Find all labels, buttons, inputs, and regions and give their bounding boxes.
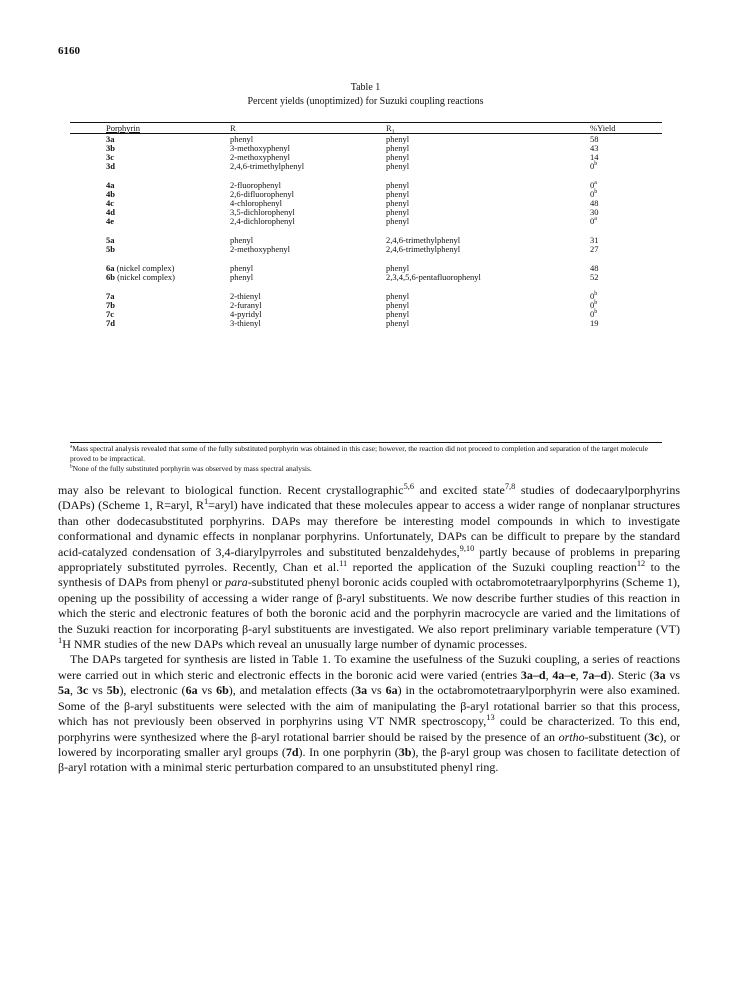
cell-porphyrin: 3d (106, 161, 115, 171)
cell-porphyrin: 4c (106, 198, 115, 208)
cell-yield: 0$^b$ (590, 309, 598, 319)
cell-r1: phenyl (386, 143, 410, 153)
cell-porphyrin: 4a (106, 180, 115, 190)
table-row (0, 273, 731, 282)
cell-r1: phenyl (386, 263, 410, 273)
cell-r1: phenyl (386, 161, 410, 171)
table-footnotes (70, 444, 670, 474)
cell-porphyrin: 6b (nickel complex) (106, 272, 175, 282)
cell-yield: 0$^b$ (590, 291, 598, 301)
cell-yield: 52 (590, 272, 599, 282)
table-header-rule (70, 133, 662, 134)
table-caption: Percent yields (unoptimized) for Suzuki coupling reactions (247, 96, 484, 107)
cell-yield: 48 (590, 263, 599, 273)
cell-r: 2,6-difluorophenyl (230, 189, 294, 199)
cell-yield: 30 (590, 207, 599, 217)
table-row (0, 319, 731, 328)
body-paragraph-2: The DAPs targeted for synthesis are listed in Table 1. To examine the usefulness of the Suzuki coupling, a series of reactions were carried out in which steric and electronic effects in the boronic acid were varied (entries 3a–d, 4a–e, 7a–d). Steric (3a vs 5a, 3c vs 5b), electronic (6a vs 6b), and metalation effects (3a vs 6a) in the octabromotetraarylporphyrin were also examined. Some of the β-aryl substituents were selected with the aim of manipulating the β-aryl rotational barrier so that this process, which has not previously been observed in porphyrins using VT NMR spectroscopy,$^{13}$ could be characterized. To this end, porphyrins were synthesized where the β-aryl rotational barrier should be raised by the presence of an ortho-substituent (3c), or lowered by incorporating smaller aryl groups (7d). In one porphyrin (3b), the β-aryl group was chosen to facilitate detection of β-aryl rotation with a minimal steric perturbation compared to an unsubstituted phenyl ring. (58, 652, 681, 775)
cell-r: phenyl (230, 272, 254, 282)
cell-r1: phenyl (386, 152, 410, 162)
cell-porphyrin: 7b (106, 300, 115, 310)
cell-yield: 0$^b$ (590, 161, 598, 171)
cell-yield: 19 (590, 318, 599, 328)
cell-r1: phenyl (386, 198, 410, 208)
cell-r: phenyl (230, 134, 254, 144)
table-body (0, 135, 731, 328)
table-bottom-rule (70, 442, 662, 443)
cell-r: 3-thienyl (230, 318, 261, 328)
cell-porphyrin: 3a (106, 134, 115, 144)
cell-yield: 31 (590, 235, 599, 245)
cell-r: phenyl (230, 235, 254, 245)
cell-r: 2-methoxyphenyl (230, 152, 290, 162)
table-row (0, 217, 731, 226)
table-row (0, 162, 731, 171)
cell-r: 2,4,6-trimethylphenyl (230, 161, 305, 171)
cell-porphyrin: 3c (106, 152, 115, 162)
cell-yield: 58 (590, 134, 599, 144)
cell-yield: 0$^a$ (590, 180, 597, 190)
cell-r: 4-chlorophenyl (230, 198, 282, 208)
cell-yield: 14 (590, 152, 599, 162)
cell-porphyrin: 4b (106, 189, 115, 199)
footnote-b: $^b$None of the fully substituted porphyrin was observed by mass spectral analysis. (70, 463, 312, 473)
cell-r1: 2,4,6-trimethylphenyl (386, 235, 461, 245)
body-paragraph-1: may also be relevant to biological function. Recent crystallographic$^{5,6}$ and excited state$^{7,8}$ studies of dodecaarylporphyrins (DAPs) (Scheme 1, R=aryl, $R^1=aryl$) have indicated that these molecules appear to access a wider range of nonplanar structures than other dodecasubstituted porphyrins. DAPs may therefore be interesting model compounds in which to investigate conformational and dynamic effects in nonplanar porphyrins. Unfortunately, DAPs can be difficult to prepare by the standard acid-catalyzed condensation of 3,4-diarylpyrroles and substituted benzaldehydes,$^{9,10}$ partly because of problems in preparing appropriately substituted pyrroles. Recently, Chan et al.$^{11}$ reported the application of the Suzuki coupling reaction$^{12}$ to the synthesis of DAPs from phenyl or para-substituted phenyl boronic acids coupled with octabromotetraarylporphyrins (Scheme 1), opening up the possibility of accessing a wider range of β-aryl substituents. We now describe further studies of this reaction in which the steric and electronic features of both the boronic acid and the porphyrin macrocycle are varied and the limitations of the Suzuki reaction for incorporating β-aryl substituents are investigated. We also report preliminary variable temperature (VT) $^1$H NMR studies of the new DAPs which reveal an unusually large number of dynamic processes. (58, 482, 681, 652)
table-row (0, 245, 731, 254)
cell-yield: 43 (590, 143, 599, 153)
cell-porphyrin: 4e (106, 216, 115, 226)
cell-porphyrin: 7d (106, 318, 115, 328)
cell-r: 3-methoxyphenyl (230, 143, 290, 153)
cell-yield: 0$^a$ (590, 216, 597, 226)
cell-r1: phenyl (386, 216, 410, 226)
cell-porphyrin: 5a (106, 235, 115, 245)
cell-r1: phenyl (386, 134, 410, 144)
cell-r: 2,4-dichlorophenyl (230, 216, 295, 226)
cell-r1: phenyl (386, 309, 410, 319)
header-yield: %Yield (590, 123, 616, 133)
footnote-a: $^a$Mass spectral analysis revealed that some of the fully substituted porphyrin was obtained in this case; however, the reaction did not proceed to completion and separation of the target molecule proved to be impractical. (70, 443, 648, 463)
cell-porphyrin: 7c (106, 309, 115, 319)
header-porphyrin: Porphyrin (106, 123, 140, 133)
cell-r: 2-thienyl (230, 291, 261, 301)
cell-porphyrin: 6a (nickel complex) (106, 263, 175, 273)
cell-r: 2-fluorophenyl (230, 180, 281, 190)
cell-yield: 27 (590, 244, 599, 254)
header-r1: $R_1$ (386, 123, 395, 136)
cell-porphyrin: 3b (106, 143, 115, 153)
cell-r: 2-furanyl (230, 300, 262, 310)
cell-r1: phenyl (386, 300, 410, 310)
cell-yield: 0$^b$ (590, 300, 598, 310)
cell-r: 3,5-dichlorophenyl (230, 207, 295, 217)
cell-yield: 48 (590, 198, 599, 208)
table-title: Table 1 (350, 82, 381, 93)
page-number: 6160 (58, 45, 80, 57)
cell-r1: phenyl (386, 291, 410, 301)
cell-r1: phenyl (386, 180, 410, 190)
cell-porphyrin: 4d (106, 207, 115, 217)
cell-r1: phenyl (386, 318, 410, 328)
cell-r1: 2,3,4,5,6-pentafluorophenyl (386, 272, 481, 282)
cell-porphyrin: 5b (106, 244, 115, 254)
cell-porphyrin: 7a (106, 291, 115, 301)
cell-r1: phenyl (386, 207, 410, 217)
cell-r1: 2,4,6-trimethylphenyl (386, 244, 461, 254)
cell-r: 4-pyridyl (230, 309, 262, 319)
cell-r1: phenyl (386, 189, 410, 199)
header-r: R (230, 123, 236, 133)
body-text (58, 483, 680, 776)
cell-yield: 0$^b$ (590, 189, 598, 199)
cell-r: phenyl (230, 263, 254, 273)
cell-r: 2-methoxyphenyl (230, 244, 290, 254)
